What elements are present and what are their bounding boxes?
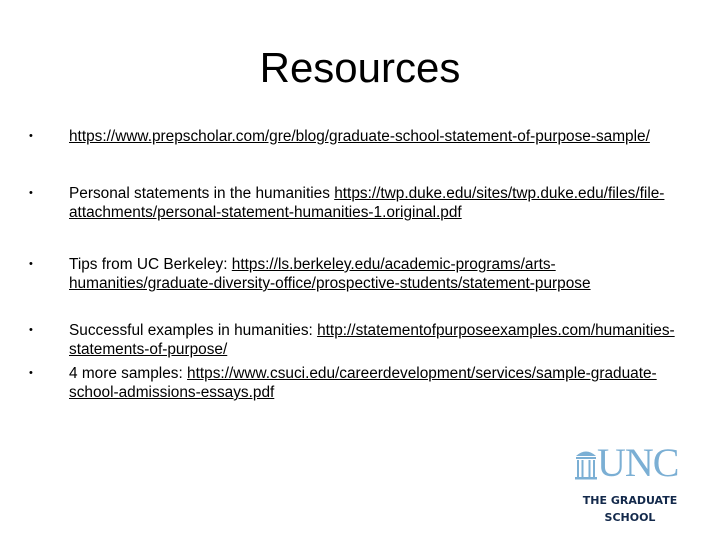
bullet-icon: • xyxy=(29,258,33,270)
item-text: Tips from UC Berkeley: xyxy=(69,256,232,273)
link-csuci[interactable]: https://www.csuci.edu/careerdevelopment/services/sample-graduate-school-admissions-essays.pdf xyxy=(69,365,657,401)
logo-line-2: SCHOOL xyxy=(604,511,656,524)
item-text: Successful examples in humanities: xyxy=(69,322,318,339)
list-item xyxy=(26,127,696,184)
item-text: Personal statements in the humanities xyxy=(69,185,335,202)
old-well-icon xyxy=(575,448,597,480)
unc-wordmark: UNC xyxy=(597,440,679,485)
bullet-icon: • xyxy=(29,324,33,336)
list-item xyxy=(26,184,696,255)
slide-title: Resources xyxy=(259,44,461,91)
bullet-icon: • xyxy=(29,130,33,142)
resource-list xyxy=(26,127,696,402)
link-berkeley[interactable]: https://ls.berkeley.edu/academic-programs/arts-humanities/graduate-diversity-office/prospective-students/statement-purpose xyxy=(69,256,591,292)
bullet-icon: • xyxy=(29,367,33,379)
item-text: 4 more samples: xyxy=(69,365,188,382)
link-prepscholar[interactable]: https://www.prepscholar.com/gre/blog/graduate-school-statement-of-purpose-sample/ xyxy=(69,128,650,145)
list-item xyxy=(26,321,696,364)
link-duke[interactable]: https://twp.duke.edu/sites/twp.duke.edu/files/file-attachments/personal-statement-humanities-1.original.pdf xyxy=(69,185,665,221)
unc-graduate-school-logo xyxy=(575,440,703,527)
logo-line-1: THE GRADUATE xyxy=(582,494,678,507)
list-item xyxy=(26,255,696,321)
bullet-icon: • xyxy=(29,187,33,199)
list-item xyxy=(26,364,696,402)
link-statementofpurposeexamples[interactable]: http://statementofpurposeexamples.com/humanities-statements-of-purpose/ xyxy=(69,322,675,358)
